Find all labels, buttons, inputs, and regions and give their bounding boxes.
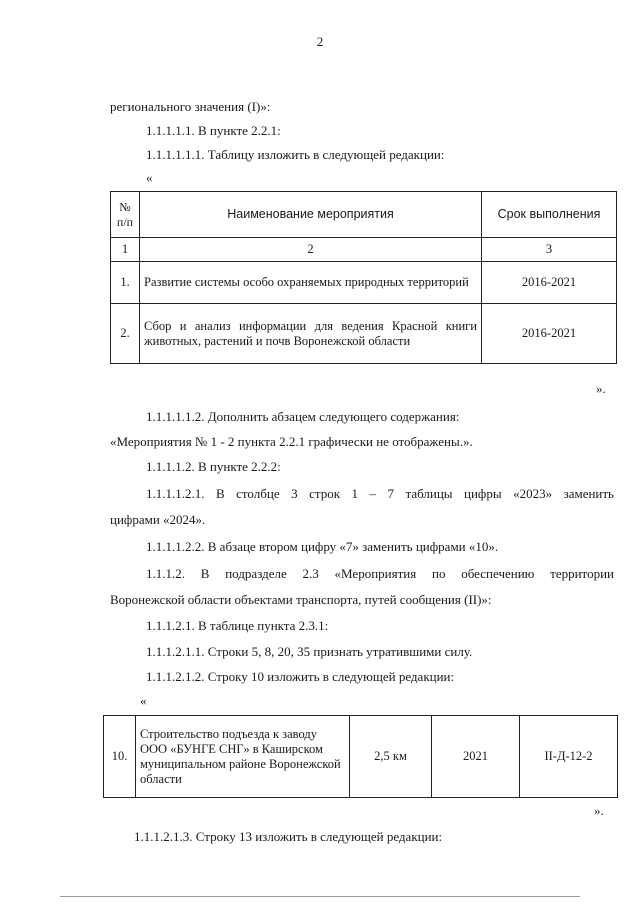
- row-name: Строительство подъезда к заводу ООО «БУНГЕ СНГ» в Каширском муниципальном районе Воронежской области: [136, 716, 350, 798]
- page-number: 2: [316, 34, 324, 49]
- row-number: 10.: [104, 716, 136, 798]
- table-row: [104, 716, 618, 798]
- row-number: 1.: [111, 262, 140, 304]
- paragraph: 1.1.1.2. В подразделе 2.3 «Мероприятия по обеспечению территории: [146, 566, 614, 581]
- paragraph: цифрами «2024».: [110, 512, 206, 527]
- paragraph: 1.1.1.2.1.3. Строку 13 изложить в следующей редакции:: [134, 829, 443, 844]
- close-quote: ».: [594, 803, 604, 818]
- road-table: [103, 715, 618, 798]
- paragraph: Воронежской области объектами транспорта, путей сообщения (II)»:: [110, 592, 492, 607]
- open-quote: «: [146, 170, 153, 185]
- row-term: 2016-2021: [482, 304, 617, 364]
- column-number: 2: [140, 238, 482, 262]
- column-number: 1: [111, 238, 140, 262]
- column-number: 3: [482, 238, 617, 262]
- paragraph: 1.1.1.1.2.2. В абзаце втором цифру «7» заменить цифрами «10».: [146, 539, 499, 554]
- row-code: II-Д-12-2: [520, 716, 618, 798]
- column-header-term: Срок выполнения: [482, 192, 617, 238]
- paragraph: регионального значения (I)»:: [110, 99, 271, 114]
- paragraph: 1.1.1.1.1. В пункте 2.2.1:: [146, 123, 281, 138]
- paragraph: 1.1.1.1.2. В пункте 2.2.2:: [146, 459, 281, 474]
- row-name: Развитие системы особо охраняемых природных территорий: [140, 262, 482, 304]
- row-length: 2,5 км: [350, 716, 432, 798]
- column-header-name: Наименование мероприятия: [140, 192, 482, 238]
- open-quote: «: [140, 693, 147, 708]
- paragraph: 1.1.1.1.1.2. Дополнить абзацем следующего содержания:: [146, 409, 460, 424]
- column-header-number: № п/п: [111, 192, 140, 238]
- table-row: [111, 304, 617, 364]
- page-bottom-edge: [60, 896, 580, 897]
- paragraph: 1.1.1.1.1.1. Таблицу изложить в следующей редакции:: [146, 147, 445, 162]
- table-header-row: [111, 192, 617, 238]
- close-quote: ».: [596, 381, 606, 396]
- paragraph: 1.1.1.2.1.1. Строки 5, 8, 20, 35 признать утратившими силу.: [146, 644, 473, 659]
- row-year: 2021: [432, 716, 520, 798]
- table-numbering-row: [111, 238, 617, 262]
- paragraph: 1.1.1.2.1. В таблице пункта 2.3.1:: [146, 618, 329, 633]
- row-name: Сбор и анализ информации для ведения Красной книги животных, растений и почв Воронежской области: [140, 304, 482, 364]
- paragraph: «Мероприятия № 1 - 2 пункта 2.2.1 графически не отображены.».: [110, 434, 473, 449]
- paragraph: 1.1.1.1.2.1. В столбце 3 строк 1 – 7 таблицы цифры «2023» заменить: [146, 486, 614, 501]
- paragraph: 1.1.1.2.1.2. Строку 10 изложить в следующей редакции:: [146, 669, 455, 684]
- row-number: 2.: [111, 304, 140, 364]
- table-row: [111, 262, 617, 304]
- row-term: 2016-2021: [482, 262, 617, 304]
- measures-table: [110, 191, 617, 364]
